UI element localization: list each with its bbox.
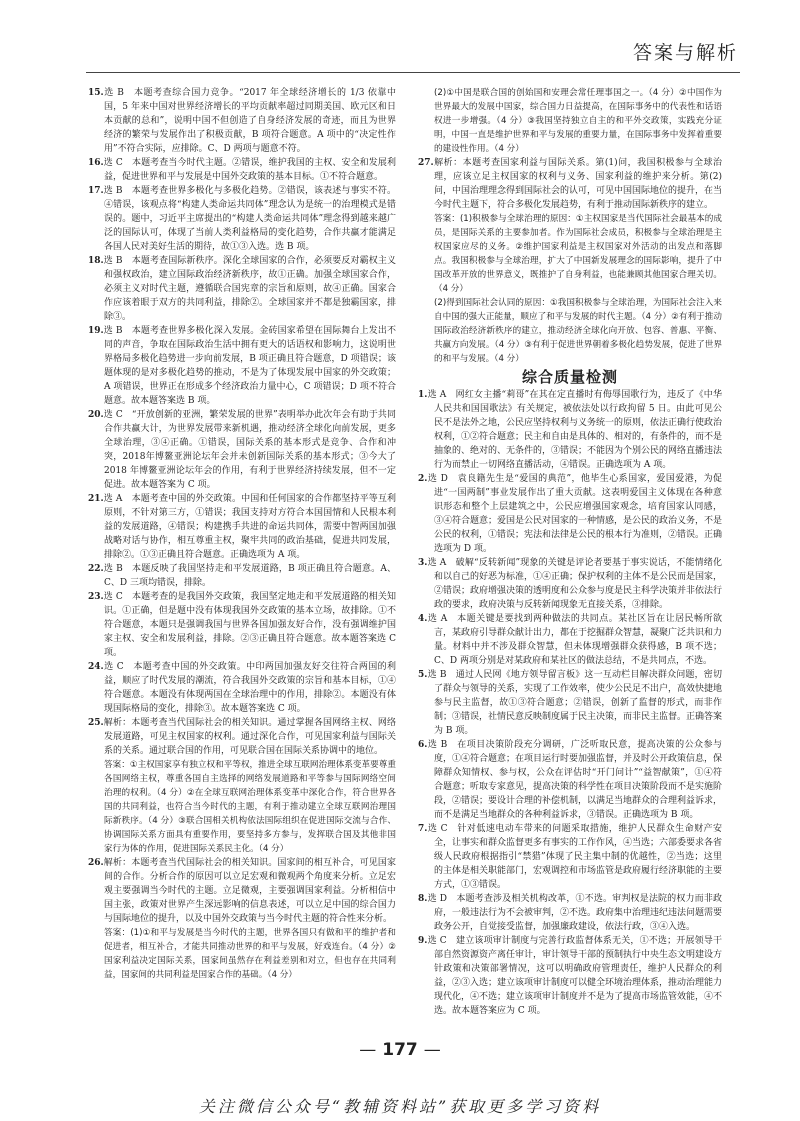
- question-text: 选 C 本题考查中国的外交政策。中印两国加强友好交往符合两国的利益，顺应了时代发展的潮流，符合我国外交政策的宗旨和基本目标，①④符合题意。本题没有体现两国在全球治理中的作用，排除②。本题没有体现国际格局的变化，排除③。故本题答案选 C 项。: [103, 662, 396, 714]
- question-text: 选 C 建立该项审计制度与完善行政监督体系无关，①不选；开展领导干部自然资源资产离任审计，审计领导干部的预制执行中央生态文明建设方针政策和决策部署情况，这可以明确政府管理责任，维护人民群众的利益，②③入选；建立该项审计制度可以健全环境治理体系，推动治理能力现代化，④不选；建立该项审计制度并不是为了提高市场监管效能，④不选。故本题答案应为 C 项。: [427, 936, 723, 1016]
- question-item: [88, 156, 396, 184]
- question-item: [88, 492, 396, 562]
- question-item: [88, 86, 396, 156]
- question-item: [418, 822, 722, 892]
- question-number: 3.: [418, 558, 428, 568]
- question-number: 15.: [88, 88, 104, 98]
- question-item: [418, 156, 722, 212]
- question-text: 选 B 通过人民网《地方领导留言板》这一互动栏目解决群众问题，密切了群众与领导的关系，实现了工作效率，使少公民足不出户，高效快捷地参与民主监督，故①③符合题意；②错误，创新了监督的形式，而非作制；③错误，社情民意反映制度属于民主决策，而非民主监督。正确答案为 B 项。: [427, 670, 723, 736]
- question-number: 24.: [88, 662, 104, 672]
- answer-block: 答案：(1)①和平与发展是当今时代的主题，世界各国只有做和平的维护者和促进者，相互补合，才能共同推动世界的和平与发展，好戏连台。（4 分）②国家利益决定国际关系，国家间虽然存在利益差别和对立，但也存在共同利益，国家间的共同利益是国家合作的基础。（4 分）: [104, 928, 396, 980]
- question-text: 选 A 本题关键是要找到两种做法的共同点。某社区旨在让居民畅所欲言，某政府引导群众献计出力，都在于挖掘群众智慧，凝聚广泛共识和力量。材料中并不涉及群众智慧，但未体现增强群众获得感，B 项不选；C、D 两项分别是对某政府和某社区的做法总结，不是共同点，不选。: [427, 614, 723, 666]
- question-item: [88, 590, 396, 660]
- question-number: 2.: [418, 474, 428, 484]
- question-item: [418, 892, 722, 934]
- question-text: 选 A 网红女主播“莉哥”在其在定直播时有侮辱国歌行为，违反了《中华人民共和国国歌法》有关规定，被依法处以行政拘留 5 日。由此可见公民不是法外之地，公民应坚持权利与义务统一的原则，依法正确行使政治权利，①②符合题意；民主和自由是具体的、相对的，有条件的，而不是抽象的、绝对的、无条件的，③错误；不能因为个别公民的网络直播违法行为而禁止一切网络直播活动，④错误。正确选项为 A 项。: [427, 390, 723, 470]
- page-header: [0, 0, 800, 74]
- header-title: 答案与解析: [632, 42, 738, 64]
- question-number: 19.: [88, 326, 104, 336]
- question-item: [88, 716, 396, 758]
- footer-note: 关注微信公众号“教辅资料站”获取更多学习资料: [198, 1097, 602, 1116]
- question-number: 7.: [418, 824, 428, 834]
- question-text: 选 B 在项目决策阶段充分调研，广泛听取民意，提高决策的公众参与度，①④符合题意；在项目运行时要加强监督，并及时公开政策信息，保障群众知情权、参与权，公众在评估时“开门问计”“益智献策”，①④符合题意；听取专家意见，提高决策的科学性在项目决策阶段而不是实施阶段，②错误；要设计合理的补偿机制，以满足当地群众的合理利益诉求，而不是满足当地群众的各种利益诉求，③错误。正确选项为 B 项。: [427, 740, 723, 820]
- question-item: [88, 254, 396, 324]
- question-text: 选 B 本题考查世界多极化深入发展。金砖国家希望在国际舞台上发出不同的声音，争取在国际政治生活中拥有更大的话语权和影响力，这说明世界格局多极化趋势进一步向前发展，B 项正确且符合题意，D 项错误；该题体现的是对多极化趋势的推动，不是为了体现发展中国家的外交政策；A 项错误，世界正在形成多个经济政治力量中心，C 项错误；D 项不符合题意。故本题答案选 B 项。: [103, 326, 396, 406]
- question-text: 选 B 本题反映了我国坚持走和平发展道路，B 项正确且符合题意。A、C、D 三项均错误，排除。: [103, 564, 396, 588]
- question-text: 选 C 本题考查的是我国外交政策，我国坚定地走和平发展道路的相关知识。①正确，但是题中没有体现我国外交政策的基本立场，故排除。①不符合题意，本题只是强调我国与世界各国加强友好合作，没有强调维护国家主权、安全和发展利益，排除。②③正确且符合题意。故本题答案选 C 项。: [103, 592, 396, 658]
- question-item: [418, 556, 722, 612]
- page-number: — 177 —: [0, 1040, 800, 1060]
- question-number: 6.: [418, 740, 428, 750]
- question-number: 26.: [88, 858, 104, 868]
- question-number: 9.: [418, 936, 428, 946]
- question-number: 20.: [88, 410, 104, 420]
- question-item: [88, 408, 396, 492]
- question-number: 21.: [88, 494, 104, 504]
- question-text: 解析：本题考查当代国际社会的相关知识。通过掌握各国网络主权、网络发展道路，可见主权国家的权利。通过深化合作，可见国家利益与国际关系的关系。通过联合国的作用，可见联合国在国际关系协调中的地位。: [103, 718, 396, 756]
- question-text: 选 A 破解“反转新闻”现象的关键是评论者要基于事实说话，不能情绪化和以自己的好恶为标准，①④正确；保护权利的主体不是公民而是国家，②错误；政府增强决策的透明度和公众参与度是民主科学决策并非依法行政的要求，政府决策与反转新闻现象无直接关系，③排除。: [427, 558, 723, 610]
- question-number: 18.: [88, 256, 104, 266]
- question-number: 5.: [418, 670, 428, 680]
- question-number: 4.: [418, 614, 428, 624]
- question-item: [88, 562, 396, 590]
- question-number: 22.: [88, 564, 104, 574]
- question-number: 17.: [88, 186, 104, 196]
- question-number: 8.: [418, 894, 428, 904]
- question-text: 选 D 本题考查涉及相关机构改革，①不选。审判权是法院的权力而非政府，一般违法行为不会被审判，②不选。政府集中治理违纪违法问题需要政务公开，自觉接受监督，加强廉政建设，依法行政，③④入选。: [427, 894, 723, 932]
- question-text: 选 C 本题考查当今时代主题。②错误，维护我国的主权、安全和发展利益，促进世界和平与发展是中国外交政策的基本目标。①不符合题意。: [103, 158, 396, 182]
- header-rule: [86, 72, 740, 73]
- section-title: 综合质量检测: [521, 368, 618, 386]
- question-text: 解析：本题考查国家利益与国际关系。第(1)问，我国积极参与全球治理，应该立足主权国家的权利与义务、国家利益的维护来分析。第(2)问，中国治理理念得到国际社会的认可，可见中国国际地位的提升，在当今时代主题下，符合多极化发展趋势，有利于推动国际新秩序的建立。: [433, 158, 723, 210]
- question-item: [88, 660, 396, 716]
- question-number: 27.: [418, 158, 434, 168]
- question-text: 选 C 针对低速电动车带来的问题采取措施，维护人民群众生命财产安全，让事实和群众监督更多有事实的工作作风，④当选；六部委要求各省级人民政府根据指引“禁猎”体现了民主集中制的优越性，②当选；这里的主体是相关职能部门，宏观调控和市场监管是政府履行经济职能的主要方式，①③错误。: [427, 824, 723, 890]
- question-text: 选 B 本题考查世界多极化与多极化趋势。②错误，该表述与事实不符。④错误，该观点将“构建人类命运共同体”理念认为是统一的治理模式是错误的。题中，习近平主席提出的“构建人类命运共同体”理念得到越来越广泛的国际认可，体现了当前人类利益格局的变化趋势，合作共赢才能满足各国人民对美好生活的期待，故①③入选。选 B 项。: [103, 186, 396, 252]
- question-text: 解析：本题考查当代国际社会的相关知识。国家间的相互补合，可见国家间的合作。分析合作的原因可以立足宏观和微观两个角度来分析。立足宏观主要强调当今时代的主题。立足微观，主要强调国家利益。分析相信中国主张，政策对世界产生深远影响的信息表述，可以立足中国的综合国力与国际地位的提升，以及中国外交政策与当今时代主题的符合性来分析。: [103, 858, 396, 924]
- question-text: 选 B 本题考查国际新秩序。深化全球国家的合作，必须要反对霸权主义和强权政治，建立国际政治经济新秩序，故①正确。加强全球国家合作，必须主义对时代主题，遵循联合国宪章的宗旨和原则，故④正确。国家合作应该着眼于双方的共同利益，排除②。全球国家并不都是独霸国家，排除③。: [103, 256, 396, 322]
- answer-block: 答案：①主权国家享有独立权和平等权，推进全球互联网治理体系变革要尊重各国网络主权，尊重各国自主选择的网络发展道路和平等参与国际网络空间治理的权利。（4 分）②在全球互联网治理体系变革中深化合作，符合世界各国的共同利益，也符合当今时代的主题，有利于推动建立全球互联网治理国际新秩序。（4 分）③联合国相关机构依法国际组织在促进国际交流与合作、协调国际关系方面具有重要作用，要坚持多方参与，发挥联合国及其他非国家行为体的作用，促进国际关系民主化。（4 分）: [104, 760, 396, 854]
- question-item: [88, 324, 396, 408]
- question-item: [418, 668, 722, 738]
- question-number: 1.: [418, 390, 428, 400]
- question-text: 选 A 本题考查中国的外交政策。中国和任何国家的合作都坚持平等互利原则，不针对第三方，①错误；我国支持对方符合本国国情和人民根本利益的发展道路，④错误；构建携手共进的命运共同体，需要中智两国加强战略对话与协作，相互尊重主权，聚牢共同的政治基础，促进共同发展，排除②。①③正确且符合题意。正确选项为 A 项。: [103, 494, 396, 560]
- question-number: 16.: [88, 158, 104, 168]
- question-number: 25.: [88, 718, 104, 728]
- question-item: [418, 738, 722, 822]
- question-number: 23.: [88, 592, 104, 602]
- question-item: [418, 934, 722, 1018]
- question-item: [418, 612, 722, 668]
- question-item: [418, 472, 722, 556]
- question-item: [88, 184, 396, 254]
- question-text: 选 B 本题考查综合国力竞争。“2017 年全球经济增长的 1/3 依靠中国，5 年来中国对世界经济增长的平均贡献率超过同期美国、欧元区和日本贡献的总和”，说明中国不但创造了自身经济发展的奇迹，而且为世界经济的繁荣与发展作出了积极贡献，B 项符合题意。A 项中的“决定性作用”不符合实际，应排除。C、D 两项与题意不符。: [103, 88, 396, 154]
- answer-block: (2)得到国际社会认同的原因：①我国积极参与全球治理，为国际社会注入来自中国的强大正能量，顺应了和平与发展的时代主题。（4 分）②有利于推动国际政治经济新秩序的建立，推动经济全球化向开放、包容、普惠、平衡、共赢方向发展。（4 分）③有利于促进世界朝着多极化趋势发展，促进了世界的和平与发展。（4 分）: [434, 298, 722, 364]
- question-item: [88, 856, 396, 926]
- answer-block: (2)①中国是联合国的创始国和安理会常任理事国之一。（4 分）②中国作为世界最大的发展中国家，综合国力日益提高，在国际事务中的代表性和话语权进一步增强。（4 分）③我国坚持独立自主的和平外交政策，实践充分证明，中国一直是维护世界和平与发展的重要力量，在国际事务中发挥着重要的建设性作用。（4 分）: [434, 88, 722, 154]
- right-column: [418, 86, 722, 1018]
- question-text: 选 D 袁良籍先生是“爱国的典范”，他毕生心系国家，爱国爱港，为促进“一国两制”事业发展作出了重大贡献。这表明爱国主义体现在各种意识形态和整个上层建筑之中，公民应增强国家观念，培育国家认同感，③④符合题意；爱国是公民对国家的一种情感，是公民的政治义务，不是公民的权利，①错误；宪法和法律是公民的根本行为准则，②错误。正确选项为 D 项。: [427, 474, 723, 554]
- question-text: 选 C “开放创新的亚洲，繁荣发展的世界”表明举办此次年会有助于共同合作共赢大计，为世界发展带来新机遇，推动经济全球化向前发展，更多全球治理，③④正确。①错误，国际关系的基本形式是竞争、合作和冲突，2018年博鳌亚洲论坛年会并未创新国际关系的基本形式；③今大了 2018 年博鳌亚洲论坛年会的作用，有利于世界经济持续发展，但不一定促进。故本题答案为 C 项。: [103, 410, 396, 490]
- answer-block: 答案：(1)积极参与全球治理的原因：①主权国家是当代国际社会最基本的成员，是国际关系的主要参加者。作为国际社会成员，积极参与全球治理是主权国家应尽的义务。②维护国家利益是主权国家对外活动的出发点和落脚点。我国积极参与全球治理，扩大了中国新发展理念的国际影响，提升了中国改革开放的世界意义，既推护了自身利益，也能兼顾其他国家合理关切。（4 分）: [434, 214, 722, 294]
- question-item: [418, 388, 722, 472]
- left-column: [88, 86, 396, 982]
